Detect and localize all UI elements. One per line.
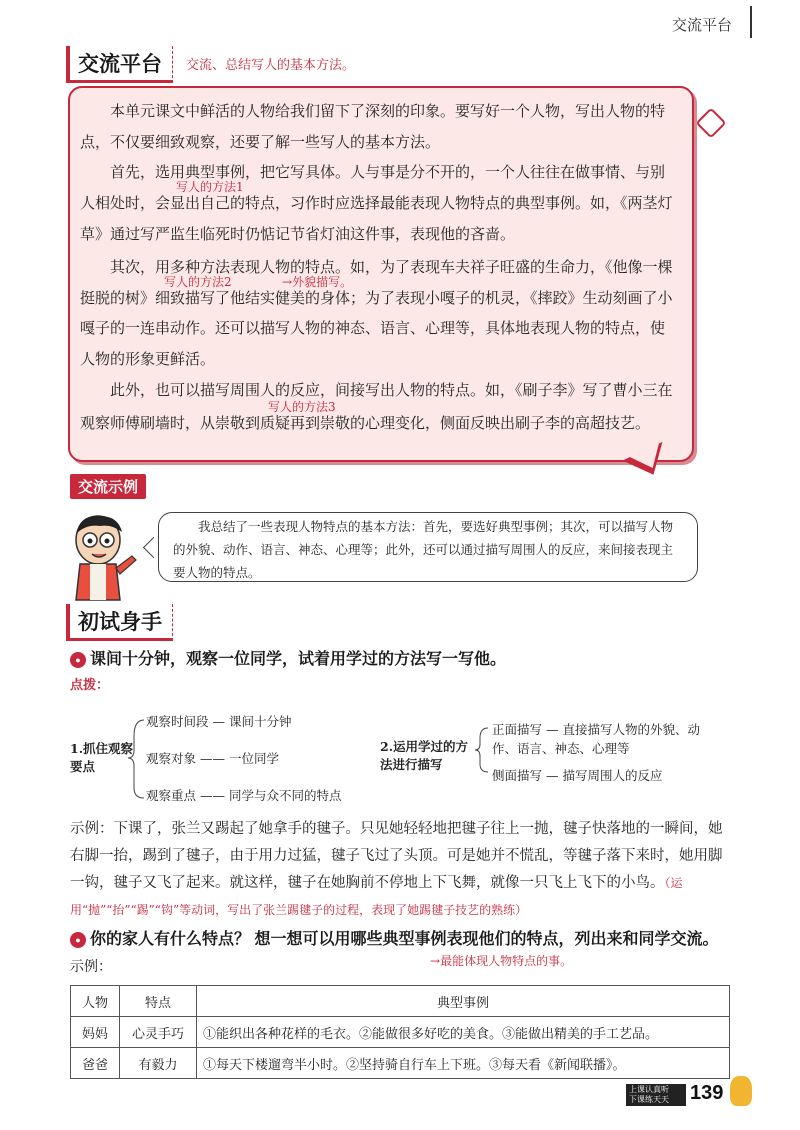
tree1-item-2: 观察对象 —— 一位同学 — [146, 751, 279, 766]
tree2-item-1: 正面描写 — 直接描写人物的外貌、动作、语言、神态、心理等 — [492, 722, 700, 756]
page-number: 139 — [690, 1082, 724, 1104]
running-header: 交流平台 — [671, 17, 732, 34]
paragraph-3: 其次，用多种方法表现人物的特点。如，为了表现车夫祥子旺盛的生命力，《他像一棵挺脱的树》细致描写了他结实健美的身体；为了表现小嘎子的机灵，《摔跤》生动刻画了小嘎子的一连串动作。还可以描写人物的神态、语言、心理等，具体地表现人物的特点，使人物的形象更鲜活。 — [80, 258, 673, 368]
section-title-trial: 初试身手 — [66, 604, 173, 641]
task-1: ● 课间十分钟，观察一位同学，试着用学过的方法写一写他。 — [70, 646, 506, 669]
tree2-brace — [474, 722, 492, 778]
family-table — [70, 985, 730, 1079]
margin-note-2b: →外貌描写。 — [282, 275, 353, 289]
sample-annotation: （运用“抛”“抬”“踢”“钩”等动词，写出了张兰踢毽子的过程，表现了她踢毽子技艺的熟练） — [70, 876, 683, 917]
hint-label: 点拨： — [70, 678, 110, 693]
table-header: 人物 — [71, 986, 120, 1017]
table-header: 特点 — [120, 986, 197, 1017]
paragraph-1: 本单元课文中鲜活的人物给我们留下了深刻的印象。要写好一个人物，写出人物的特点，不仅要细致观察，还要了解一些写人的基本方法。 — [80, 102, 666, 151]
margin-note-3: 写人的方法3 — [268, 400, 336, 414]
pencil-mascot-icon — [730, 1076, 752, 1106]
table-row: 爸爸 有毅力 ①每天下楼遛弯半小时。②坚持骑自行车上下班。③每天看《新闻联播》。 — [71, 1048, 730, 1079]
table-row: 妈妈 心灵手巧 ①能织出各种花样的毛衣。②能做很多好吃的美食。③能做出精美的手工艺品。 — [71, 1017, 730, 1048]
table-header: 典型事例 — [197, 986, 730, 1017]
sample2-label: 示例： — [70, 958, 112, 974]
footer-tag-1: 上课认真听 — [629, 1085, 669, 1094]
margin-note-1: 写人的方法1 — [176, 180, 244, 194]
tree1-item-3: 观察重点 —— 同学与众不同的特点 — [146, 788, 342, 803]
section-subtitle: 交流、总结写人的基本方法。 — [186, 58, 356, 73]
tree1-item-1: 观察时间段 — 课间十分钟 — [146, 714, 292, 729]
task-icon: ● — [70, 652, 86, 668]
speech-bubble: 我总结了一些表现人物特点的基本方法：首先，要选好典型事例；其次，可以描写人物的外貌、动作、语言、神态、心理等；此外，还可以通过描写周围人的反应，来间接表现主要人物的特点。 — [158, 512, 698, 582]
card-tag-icon — [695, 107, 726, 138]
task2-note: →最能体现人物特点的事。 — [430, 954, 573, 968]
task-icon: ● — [70, 932, 86, 948]
margin-note-2: 写人的方法2 — [164, 275, 232, 289]
tree2-item-2: 侧面描写 — 描写周围人的反应 — [492, 768, 663, 783]
paragraph-2: 首先，选用典型事例，把它写具体。人与事是分不开的，一个人往往在做事情、与别人相处时，会显出自己的特点，习作时应选择最能表现人物特点的典型事例。如，《两茎灯草》通过写严监生临死时仍惦记节省灯油这件事，表现他的吝啬。 — [80, 163, 673, 243]
boy-illustration — [66, 512, 144, 602]
paragraph-4: 此外，也可以描写周围人的反应，间接写出人物的特点。如，《刷子李》写了曹小三在观察师傅刷墙时，从崇敬到质疑再到崇敬的心理变化，侧面反映出刷子李的高超技艺。 — [80, 381, 673, 432]
tree2-root: 2.运用学过的方法进行描写 — [380, 739, 469, 772]
tree1-brace — [126, 712, 148, 804]
footer-tag-2: 下课练天天 — [629, 1095, 669, 1104]
header-rule — [750, 6, 752, 38]
section-title-example: 交流示例 — [70, 474, 146, 499]
tree1-root: 1.抓住观察要点 — [70, 741, 134, 774]
section-title-platform: 交流平台 — [66, 46, 173, 83]
sample-paragraph: 示例：下课了，张兰又踢起了她拿手的毽子。只见她轻轻地把毽子往上一抛，毽子快落地的一瞬间，她右脚一抬，踢到了毽子，由于用力过猛，毽子飞过了头顶。可是她并不慌乱，等毽子落下来时，她用脚一钩，毽子又飞了起来。就这样，毽子在她胸前不停地上下飞舞，就像一只飞上飞下的小鸟。（运用“抛”“抬”“踢”“钩”等动词，写出了张兰踢毽子的过程，表现了她踢毽子技艺的熟练） — [70, 821, 723, 917]
task-2: ● 你的家人有什么特点？ 想一想可以用哪些典型事例表现他们的特点，列出来和同学交流。 — [70, 926, 718, 949]
